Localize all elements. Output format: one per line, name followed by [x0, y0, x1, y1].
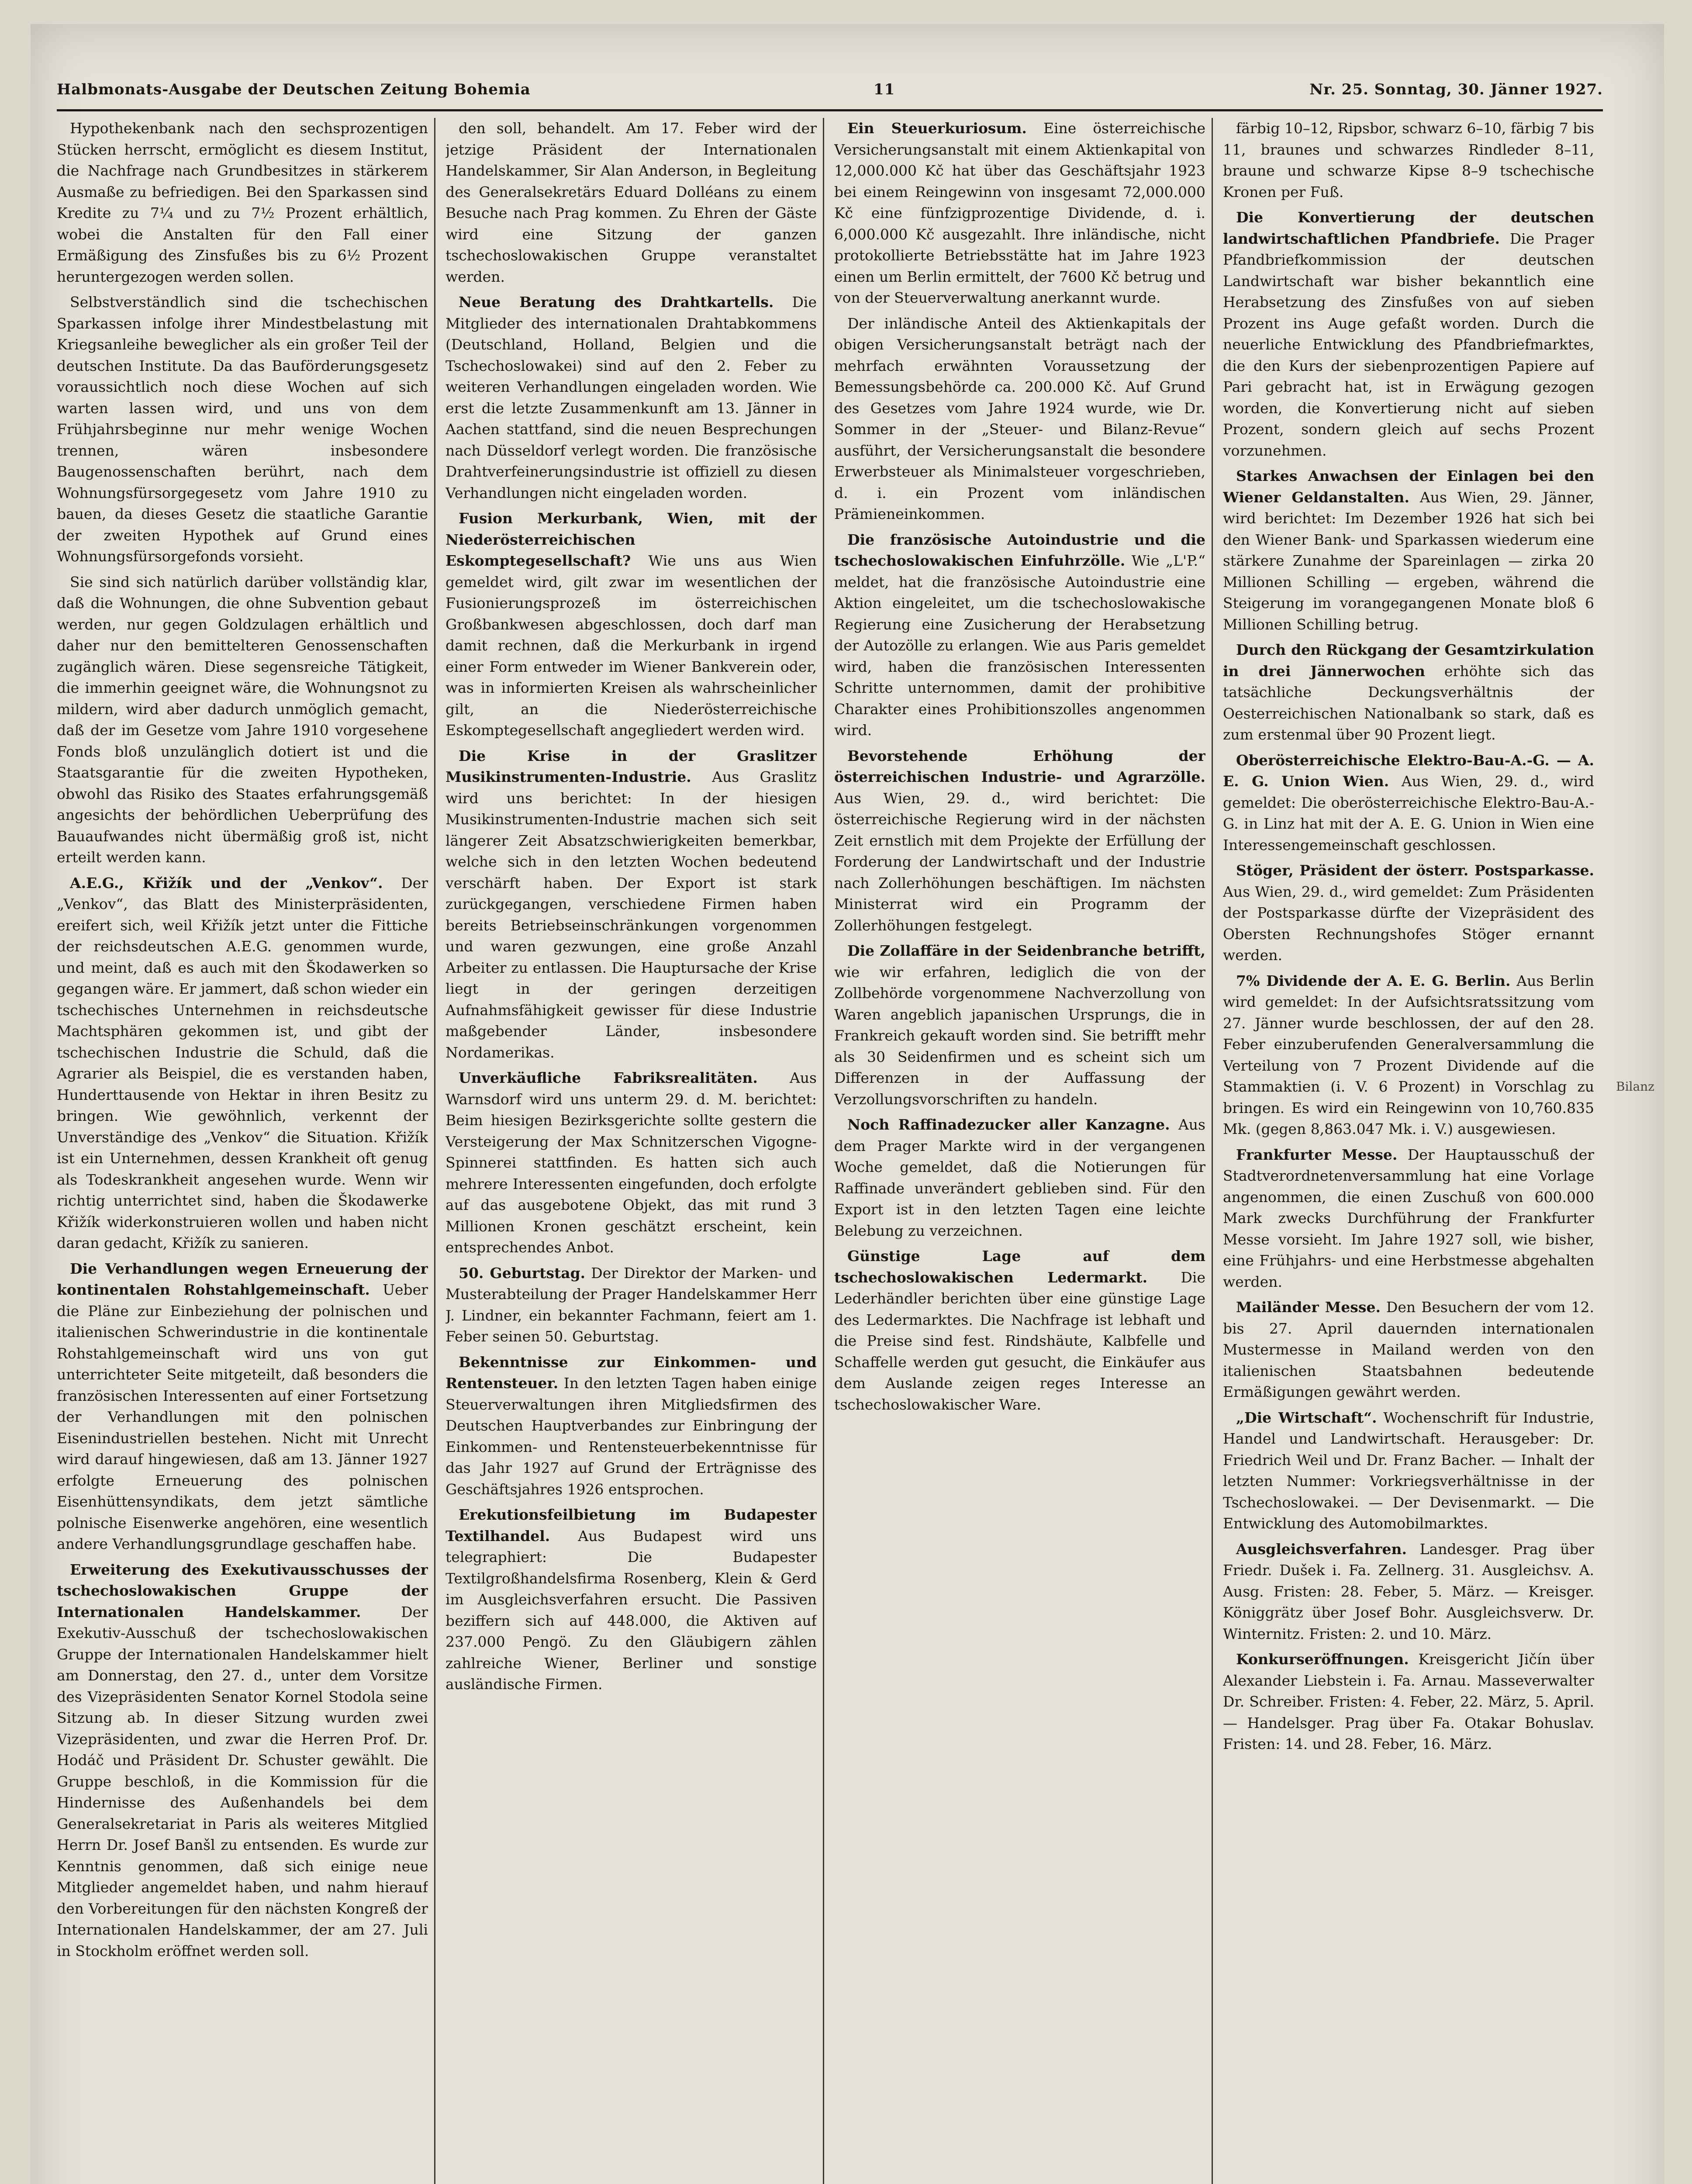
article-body: Wochenschrift für Industrie, Handel und Landwirtschaft. Herausgeber: Dr. Friedrich Weil und Dr. Franz Bacher. — Inhalt der letzten Nummer: Vorkriegsverhältnisse in der Tschechoslowakei. — Der Devisenmarkt. — Die Entwicklung des Automobilmarktes.	[1223, 1409, 1594, 1532]
article-paragraph	[445, 292, 817, 504]
article-paragraph	[834, 529, 1205, 741]
article-headline: Die Krise in der Graslitzer Musikinstrumenten-Industrie.	[445, 747, 817, 785]
article-body: In den letzten Tagen haben einige Steuerverwaltungen ihren Mitgliedsfirmen des Deutschen Hauptverbandes zur Einbringung der Einkommen- und Rentensteuerbekenntnisse für das Jahr 1927 auf Grund der Erträgnisse des Geschäftsjahres 1926 entsprochen.	[445, 1375, 817, 1498]
article-body: wie wir erfahren, lediglich die von der Zollbehörde vorgenommene Nachverzollung von Waren angeblich japanischen Ursprungs, die in Frankreich gekauft worden sind. Sie betrifft mehr als 30 Seidenfirmen und es scheint sich um Differenzen in der Auffassung der Verzollungsvorschriften zu handeln.	[834, 963, 1205, 1108]
article-headline: 7% Dividende der A. E. G. Berlin.	[1236, 972, 1511, 989]
article-headline: Ausgleichsverfahren.	[1236, 1540, 1407, 1558]
article-paragraph	[1223, 639, 1594, 746]
article-paragraph	[445, 1352, 817, 1500]
column-divider	[434, 118, 435, 2184]
article-paragraph	[445, 746, 817, 1064]
article-paragraph	[57, 1559, 428, 1962]
article-paragraph	[1223, 1539, 1594, 1645]
article-body: färbig 10–12, Ripsbor, schwarz 6–10, färbig 7 bis 11, braunes und schwarzes Rindleder 8–11, braune und schwarze Kipse 8–9 tschechische Kronen per Fuß.	[1223, 120, 1594, 200]
article-paragraph	[1223, 860, 1594, 966]
article-body: Selbstverständlich sind die tschechischen Sparkassen infolge ihrer Mindestbelastung mit Kriegsanleihe beweglicher als ein großer Teil der deutschen Institute. Da das Bauförderungsgesetz voraussichtlich noch diese Wochen auf sich warten lassen wird, und uns von dem Frühjahrsbeginne nur mehr wenige Wochen trennen, wären insbesondere Baugenossenschaften berührt, nach dem Wohnungsfürsorgegesetz vom Jahre 1910 zu bauen, da dieses Gesetz die staatliche Garantie der zweiten Hypothek auf Grund eines Wohnungsfürsorgefonds vorsieht.	[57, 294, 428, 565]
header-rule	[57, 109, 1603, 111]
article-body: Der „Venkov“, das Blatt des Ministerpräsidenten, ereifert sich, weil Křižík jetzt unter die Fittiche der reichsdeutschen A.E.G. genommen wurde, und meint, daß es auch mit den Škodawerken so gegangen wäre. Er jammert, daß schon wieder ein tschechisches Unternehmen in reichsdeutsche Machtsphären gekommen ist, und gibt der tschechischen Industrie die Schuld, daß die Agrarier als Beispiel, die es verstanden haben, Hunderttausende von Hektar in ihren Besitz zu bringen. Wie gewöhnlich, verkennt der Unverständige des „Venkov“ die Situation. Křižík ist ein Unternehmen, dessen Krankheit oft genug als Todeskrankheit angesehen wurde. Wenn wir richtig unterrichtet sind, haben die Škodawerke Křižík widerkonstruieren wollen und haben nicht daran gedacht, Křižík zu sanieren.	[57, 874, 428, 1251]
article-paragraph	[445, 1068, 817, 1258]
article-paragraph	[445, 1504, 817, 1695]
article-body: Wie uns aus Wien gemeldet wird, gilt zwar im wesentlichen der Fusionierungsprozeß im österreichischen Großbankwesen abgeschlossen, doch darf man damit rechnen, daß die Merkurbank in irgend einer Form entweder im Wiener Bankverein oder, was in informierten Kreisen als wahrscheinlicher gilt, an die Niederösterreichische Eskomptegesellschaft angegliedert werden wird.	[445, 552, 817, 739]
article-body: Kreisgericht Jičín über Alexander Liebstein i. Fa. Arnau. Masseverwalter Dr. Schreiber. Fristen: 4. Feber, 22. März, 5. April. — Handelsger. Prag über Fa. Otakar Bohuslav. Fristen: 14. und 28. Feber, 16. März.	[1223, 1651, 1594, 1752]
article-body: Aus Graslitz wird uns berichtet: In der hiesigen Musikinstrumenten-Industrie machen sich seit längerer Zeit Absatzschwierigkeiten bemerkbar, welche sich in den letzten Wochen bedeutend verschärft haben. Der Export ist stark zurückgegangen, verschiedene Firmen haben bereits Betriebseinschränkungen vorgenommen und waren gezwungen, eine große Anzahl Arbeiter zu entlassen. Die Hauptursache der Krise liegt in der geringen derzeitigen Aufnahmsfähigkeit gewisser für diese Industrie maßgebender Länder, insbesondere Nordamerikas.	[445, 768, 817, 1061]
article-body: Landesger. Prag über Friedr. Dušek i. Fa. Zellnerg. 31. Ausgleichsv. A. Ausg. Fristen: 28. Feber, 5. März. — Kreisger. Königgrätz über Josef Bohr. Ausgleichsverw. Dr. Winternitz. Fristen: 2. und 10. März.	[1223, 1540, 1594, 1642]
article-body: Ueber die Pläne zur Einbeziehung der polnischen und italienischen Schwerindustrie in die kontinentale Rohstahlgemeinschaft wird uns von gut unterrichteter Seite mitgeteilt, daß besonders die französischen Interessenten auf einer Fortsetzung der Verhandlungen mit den polnischen Eisenindustriellen bestehen. Nicht mit Unrecht wird darauf hingewiesen, daß am 13. Jänner 1927 erfolgte Erneuerung des polnischen Eisenhüttensyndikats, dem jetzt sämtliche polnische Eisenwerke angehören, eine wesentlich andere Verhandlungsgrundlage geschaffen habe.	[57, 1281, 428, 1552]
article-headline: Oberösterreichische Elektro-Bau-A.-G. — A. E. G. Union Wien.	[1223, 751, 1594, 790]
article-headline: Durch den Rückgang der Gesamtzirkulation in drei Jännerwochen	[1223, 641, 1594, 680]
article-paragraph	[1223, 750, 1594, 856]
text-column-4	[1223, 118, 1594, 2184]
article-headline: Konkurseröffnungen.	[1236, 1651, 1409, 1668]
article-headline: Die Konvertierung der deutschen landwirtschaftlichen Pfandbriefe.	[1223, 209, 1594, 247]
article-headline: „Die Wirtschaft“.	[1236, 1409, 1377, 1426]
article-body: Aus Wien, 29. d., wird gemeldet: Die oberösterreichische Elektro-Bau-A.-G. in Linz hat mit der A. E. G. Union in Wien eine Interessengemeinschaft geschlossen.	[1223, 773, 1594, 854]
article-paragraph	[1223, 1144, 1594, 1293]
article-paragraph	[57, 118, 428, 287]
margin-annotation: Bilanz	[1616, 1079, 1654, 1094]
article-paragraph	[445, 508, 817, 741]
article-paragraph	[445, 1263, 817, 1348]
header-publication: Halbmonats-Ausgabe der Deutschen Zeitung Bohemia	[57, 81, 531, 98]
article-headline: Die französische Autoindustrie und die tschechoslowakischen Einfuhrzölle.	[834, 531, 1205, 569]
article-body: Aus dem Prager Markte wird in der vergangenen Woche gemeldet, daß die Notierungen für Raffinade unverändert geblieben sind. Für den Export ist in den letzten Tagen eine leichte Belebung zu verzeichnen.	[834, 1116, 1205, 1239]
header-page-number: 11	[874, 81, 895, 98]
article-paragraph	[57, 873, 428, 1254]
text-column-1	[57, 118, 428, 2184]
article-paragraph	[1223, 207, 1594, 461]
article-paragraph	[445, 118, 817, 287]
article-paragraph	[834, 940, 1205, 1110]
article-headline: Bevorstehende Erhöhung der österreichischen Industrie- und Agrarzölle.	[834, 747, 1205, 785]
article-paragraph	[834, 313, 1205, 525]
article-headline: Frankfurter Messe.	[1236, 1146, 1398, 1163]
article-paragraph	[1223, 971, 1594, 1140]
column-divider	[823, 118, 824, 2184]
article-body: Hypothekenbank nach den sechsprozentigen Stücken herrscht, ermöglicht es diesem Institut, die Nachfrage nach Grundbesitzes in stärkerem Ausmaße zu befriedigen. Bei den Sparkassen sind Kredite zu 7¼ und zu 7½ Prozent erhältlich, wobei die Anstalten für den Fall einer Ermäßigung des Zinsfußes bis zu 6½ Prozent heruntergezogen werden sollen.	[57, 120, 428, 285]
article-paragraph	[57, 1258, 428, 1555]
article-paragraph	[834, 118, 1205, 309]
article-headline: Neue Beratung des Drahtkartells.	[459, 294, 774, 311]
article-paragraph	[1223, 118, 1594, 203]
article-headline: 50. Geburtstag.	[459, 1264, 586, 1282]
header-issue-date: Nr. 25. Sonntag, 30. Jänner 1927.	[1309, 81, 1603, 98]
article-paragraph	[1223, 466, 1594, 635]
article-body: Aus Budapest wird uns telegraphiert: Die Budapester Textilgroßhandelsfirma Rosenberg, Klein & Gerd im Ausgleichsverfahren ersucht. Die Passiven beziffern sich auf 448.000, die Aktiven auf 237.000 Pengö. Zu den Gläubigern zählen zahlreiche Wiener, Berliner und sonstige ausländische Firmen.	[445, 1527, 817, 1693]
text-column-3	[834, 118, 1205, 2184]
article-headline: Unverkäufliche Fabriksrealitäten.	[459, 1069, 758, 1086]
article-headline: Fusion Merkurbank, Wien, mit der Niederösterreichischen Eskomptegesellschaft?	[445, 510, 817, 569]
article-body: Aus Wien, 29. Jänner, wird berichtet: Im Dezember 1926 hat sich bei den Wiener Bank- und Sparkassen wiederum eine stärkere Zunahme der Spareinlagen — zirka 20 Millionen Schilling — ergeben, während die Steigerung im vorangegangenen Monate bloß 6 Millionen Schilling betrug.	[1223, 488, 1594, 633]
article-body: Wie „L'P.“ meldet, hat die französische Autoindustrie eine Aktion eingeleitet, um die tschechoslowakische Regierung eine Zusicherung der Herabsetzung der Autozölle zu erlangen. Wie aus Paris gemeldet wird, haben die französischen Interessenten Schritte unternommen, damit der prohibitive Charakter eines Prohibitionszolles angenommen wird.	[834, 552, 1205, 739]
article-headline: Noch Raffinadezucker aller Kanzagne.	[847, 1116, 1170, 1133]
article-headline: A.E.G., Křižík und der „Venkov“.	[70, 874, 383, 892]
article-body: Der inländische Anteil des Aktienkapitals der obigen Versicherungsanstalt beträgt nach der mehrfach erwähnten Voraussetzung der Bemessungsbehörde ca. 200.000 Kč. Auf Grund des Gesetzes vom Jahre 1924 wurde, wie Dr. Sommer in der „Steuer- und Bilanz-Revue“ ausführt, der Versicherungsanstalt die besondere Erwerbsteuer als Minimalsteuer vorgeschrieben, d. i. ein Prozent vom inländischen Prämieneinkommen.	[834, 314, 1205, 522]
article-body: Eine österreichische Versicherungsanstalt mit einem Aktienkapital von 12,000.000 Kč hat über das Geschäftsjahr 1923 bei einem Reingewinn von insgesamt 72,000.000 Kč eine fünfzigprozentige Dividende, d. i. 6,000.000 Kč ausgezahlt. Ihre inländische, nicht protokollierte Betriebsstätte hat im Jahre 1923 einen um Berlin ermittelt, der 7600 Kč betrug und von der Steuerverwaltung anerkannt wurde.	[834, 120, 1205, 306]
article-body: den soll, behandelt. Am 17. Feber wird der jetzige Präsident der Internationalen Handelskammer, Sir Alan Anderson, in Begleitung des Generalsekretärs Eduard Dolléans zu einem Besuche nach Prag kommen. Zu Ehren der Gäste wird eine Sitzung der ganzen tschechoslowakischen Gruppe veranstaltet werden.	[445, 120, 817, 285]
article-headline: Die Zollaffäre in der Seidenbranche betrifft,	[847, 942, 1205, 959]
article-headline: Bekenntnisse zur Einkommen- und Rentensteuer.	[445, 1353, 817, 1392]
article-body: Der Direktor der Marken- und Musterabteilung der Prager Handelskammer Herr J. Lindner, ein bekannter Fachmann, feiert am 1. Feber seinen 50. Geburtstag.	[445, 1264, 817, 1345]
article-headline: Starkes Anwachsen der Einlagen bei den Wiener Geldanstalten.	[1223, 467, 1594, 506]
article-paragraph	[834, 746, 1205, 936]
article-body: Die Prager Pfandbriefkommission der deutschen Landwirtschaft war bisher bekanntlich eine Herabsetzung des Zinsfußes von auf sieben Prozent ins Auge gefaßt worden. Durch die neuerliche Entwicklung des Pfandbriefmarktes, die den Kurs der siebenprozentigen Papiere auf Pari gebracht hat, ist in Erwägung gezogen worden, die Konvertierung nicht auf sieben Prozent, sondern gleich auf sechs Prozent vorzunehmen.	[1223, 230, 1594, 459]
text-column-2	[445, 118, 817, 2184]
column-divider	[1212, 118, 1213, 2184]
article-headline: Stöger, Präsident der österr. Postsparkasse.	[1236, 862, 1594, 879]
article-paragraph	[834, 1246, 1205, 1415]
article-headline: Die Verhandlungen wegen Erneuerung der kontinentalen Rohstahlgemeinschaft.	[57, 1260, 428, 1298]
article-paragraph	[834, 1114, 1205, 1241]
article-body: Der Hauptausschuß der Stadtverordnetenversammlung hat eine Vorlage angenommen, die einen Zuschuß von 600.000 Mark zwecks Durchführung der Frankfurter Messe vorsieht. Im Jahre 1927 soll, wie bisher, eine Frühjahrs- und eine Herbstmesse abgehalten werden.	[1223, 1146, 1594, 1290]
article-headline: Günstige Lage auf dem tschechoslowakischen Ledermarkt.	[834, 1248, 1205, 1286]
article-body: erhöhte sich das tatsächliche Deckungsverhältnis der Oesterreichischen Nationalbank so stark, daß es zum erstenmal über 90 Prozent liegt.	[1223, 662, 1594, 743]
article-paragraph	[57, 572, 428, 868]
page-header	[57, 81, 1603, 111]
article-body: Der Exekutiv-Ausschuß der tschechoslowakischen Gruppe der Internationalen Handelskammer hielt am Donnerstag, den 27. d., unter dem Vorsitze des Vizepräsidenten Senator Kornel Stodola seine Sitzung ab. In dieser Sitzung wurden zwei Vizepräsidenten, und zwar die Herren Prof. Dr. Hodáč und Präsident Dr. Schuster gewählt. Die Gruppe beschloß, in die Kommission für die Hindernisse des Außenhandels bei dem Generalsekretariat in Paris als weiteres Mitglied Herrn Dr. Josef Banšl zu entsenden. Es wurde zur Kenntnis genommen, daß sich einige neue Mitglieder angemeldet haben, und nahm hierauf den Vorbereitungen für den nächsten Kongreß der Internationalen Handelskammer, der am 27. Juli in Stockholm eröffnet werden soll.	[57, 1603, 428, 1959]
article-body: Aus Berlin wird gemeldet: In der Aufsichtsratssitzung vom 27. Jänner wurde beschlossen, der auf den 28. Feber einzuberufenden Generalversammlung die Verteilung von 7 Prozent Dividende auf die Stammaktien (i. V. 6 Prozent) in Vorschlag zu bringen. Es wird ein Reingewinn von 10,760.835 Mk. (gegen 8,863.047 Mk. i. V.) ausgewiesen.	[1223, 972, 1594, 1137]
article-paragraph	[1223, 1649, 1594, 1755]
article-body: Die Lederhändler berichten über eine günstige Lage des Ledermarktes. Die Nachfrage ist lebhaft und die Preise sind fest. Rindshäute, Kalbfelle und Schaffelle werden gut gesucht, die Einkäufer aus dem Auslande zeigen reges Interesse an tschechoslowakischer Ware.	[834, 1268, 1205, 1413]
article-headline: Mailänder Messe.	[1236, 1299, 1381, 1316]
article-headline: Erekutionsfeilbietung im Budapester Textilhandel.	[445, 1506, 817, 1545]
article-paragraph	[57, 292, 428, 567]
article-headline: Ein Steuerkuriosum.	[847, 120, 1027, 137]
article-body: Aus Warnsdorf wird uns unterm 29. d. M. berichtet: Beim hiesigen Bezirksgerichte sollte gestern die Versteigerung der Max Schnitzerschen Vigogne-Spinnerei stattfinden. Es hatten sich auch mehrere Interessenten eingefunden, doch erfolgte auf das ausgebotene Objekt, das mit rund 3 Millionen Kronen geschätzt erscheint, kein entsprechendes Anbot.	[445, 1069, 817, 1256]
article-body: Die Mitglieder des internationalen Drahtabkommens (Deutschland, Holland, Belgien und die Tschechoslowakei) sind auf den 2. Feber zu weiteren Verhandlungen eingeladen worden. Wie erst die letzte Zusammenkunft am 13. Jänner in Aachen stattfand, sind die neuen Besprechungen nach Düsseldorf verlegt worden. Die französische Drahtverfeinerungsindustrie ist offiziell zu diesen Verhandlungen nicht eingeladen worden.	[445, 294, 817, 501]
article-body: Sie sind sich natürlich darüber vollständig klar, daß die Wohnungen, die ohne Subvention gebaut werden, nur gegen Goldzulagen erhältlich und daher nur den bemittelteren Genossenschaften zugänglich wären. Diese segensreiche Tätigkeit, die immerhin geeignet wäre, die Wohnungsnot zu mildern, wird aber dadurch unmöglich gemacht, daß der im Gesetze vom Jahre 1910 vorgesehene Fonds bloß unzulänglich dotiert ist und die Staatsgarantie für die zweiten Hypotheken, obwohl das Risiko des Staates erfahrungsgemäß angesichts der behördlichen Ueberprüfung des Bauaufwandes nicht übermäßig groß ist, nicht erteilt werden kann.	[57, 573, 428, 866]
article-body: Aus Wien, 29. d., wird berichtet: Die österreichische Regierung wird in der nächsten Zeit ernstlich mit dem Projekte der Erfüllung der Forderung der Landwirtschaft und der Industrie nach Zollerhöhungen beschäftigen. Im nächsten Ministerrat wird ein Programm der Zollerhöhungen festgelegt.	[834, 789, 1205, 934]
article-body: Aus Wien, 29. d., wird gemeldet: Zum Präsidenten der Postsparkasse dürfte der Vizepräsident des Obersten Rechnungshofes Stöger ernannt werden.	[1223, 883, 1594, 964]
article-body: Den Besuchern der vom 12. bis 27. April dauernden internationalen Mustermesse in Mailand werden von den italienischen Staatsbahnen bedeutende Ermäßigungen gewährt werden.	[1223, 1299, 1594, 1400]
article-paragraph	[1223, 1297, 1594, 1403]
article-paragraph	[1223, 1407, 1594, 1534]
article-headline: Erweiterung des Exekutivausschusses der tschechoslowakischen Gruppe der Internationalen Handelskammer.	[57, 1561, 428, 1621]
